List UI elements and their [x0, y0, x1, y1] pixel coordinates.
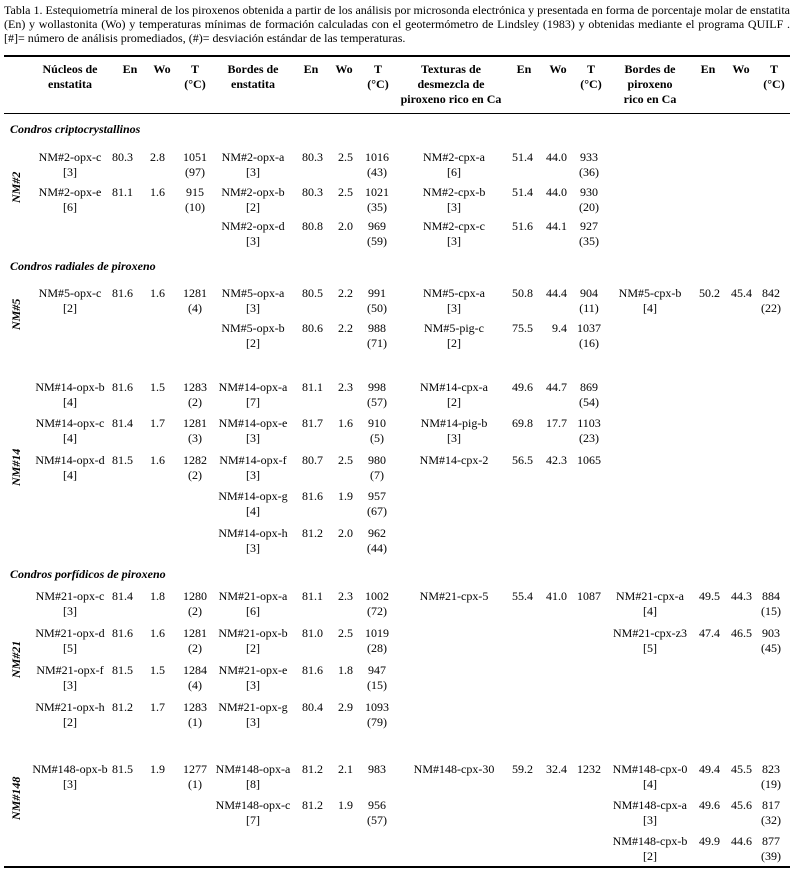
- wo-value: 2.9: [338, 700, 353, 714]
- analysis-count: [2]: [63, 301, 77, 315]
- chondrule-group-label: NM#148: [9, 776, 23, 820]
- wo-value: 1.7: [150, 416, 165, 430]
- sample-name: NM#21-opx-h: [35, 700, 105, 714]
- en-value: 81.5: [112, 663, 133, 677]
- analysis-count: [2]: [246, 200, 260, 214]
- en-value: 81.1: [302, 380, 323, 394]
- analysis-count: [7]: [246, 813, 260, 827]
- temperature-value: 956: [368, 798, 386, 812]
- temperature-sd: (23): [579, 431, 599, 445]
- header-t-2: T (°C): [367, 62, 389, 91]
- temperature-value: 1019: [365, 626, 389, 640]
- en-value: 81.4: [112, 589, 133, 603]
- temperature-value: 1021: [365, 185, 389, 199]
- bottom-rule: [4, 866, 790, 868]
- analysis-count: [4]: [63, 468, 77, 482]
- analysis-count: [4]: [63, 395, 77, 409]
- wo-value: 45.5: [731, 762, 752, 776]
- en-value: 80.6: [302, 321, 323, 335]
- temperature-sd: (4): [188, 301, 202, 315]
- temperature-value: 991: [368, 286, 386, 300]
- header-t-4: T (°C): [763, 62, 785, 91]
- analysis-count: [3]: [63, 604, 77, 618]
- analysis-count: [3]: [63, 678, 77, 692]
- wo-value: 1.6: [150, 453, 165, 467]
- en-value: 80.8: [302, 219, 323, 233]
- wo-value: 44.4: [546, 286, 567, 300]
- temperature-sd: (2): [188, 395, 202, 409]
- analysis-count: [3]: [246, 301, 260, 315]
- en-value: 51.4: [512, 185, 533, 199]
- temperature-sd: (5): [370, 431, 384, 445]
- header-t-3: T (°C): [580, 62, 602, 91]
- top-rule: [4, 55, 790, 57]
- analysis-count: [4]: [643, 777, 657, 791]
- sample-name: NM#148-opx-c: [215, 798, 291, 812]
- sample-name: NM#21-opx-e: [218, 663, 288, 677]
- wo-value: 45.6: [731, 798, 752, 812]
- en-value: 81.6: [112, 380, 133, 394]
- sample-name: NM#5-opx-b: [221, 321, 285, 335]
- en-value: 81.2: [302, 762, 323, 776]
- en-value: 55.4: [512, 589, 533, 603]
- analysis-count: [3]: [447, 200, 461, 214]
- wo-value: 44.6: [731, 834, 752, 848]
- analysis-count: [2]: [246, 641, 260, 655]
- sample-name: NM#21-cpx-z3: [613, 626, 687, 640]
- sample-name: NM#14-opx-g: [218, 489, 288, 503]
- analysis-count: [7]: [246, 395, 260, 409]
- wo-value: 2.5: [338, 626, 353, 640]
- en-value: 51.4: [512, 150, 533, 164]
- temperature-sd: (71): [367, 336, 387, 350]
- en-value: 49.6: [512, 380, 533, 394]
- analysis-count: [3]: [643, 813, 657, 827]
- sample-name: NM#2-cpx-c: [423, 219, 485, 233]
- en-value: 59.2: [512, 762, 533, 776]
- sample-name: NM#14-opx-c: [35, 416, 105, 430]
- wo-value: 1.6: [150, 286, 165, 300]
- wo-value: 46.5: [731, 626, 752, 640]
- temperature-value: 904: [580, 286, 598, 300]
- en-value: 50.8: [512, 286, 533, 300]
- header-texturas-desmezcla: Texturas de desmezcla de piroxeno rico en Ca: [400, 62, 502, 106]
- header-en-4: En: [700, 62, 716, 76]
- temperature-value: 1281: [183, 626, 207, 640]
- en-value: 81.6: [302, 489, 323, 503]
- sample-name: NM#21-opx-b: [218, 626, 288, 640]
- en-value: 81.4: [112, 416, 133, 430]
- analysis-count: [8]: [246, 777, 260, 791]
- sample-name: NM#14-pig-b: [420, 416, 488, 430]
- wo-value: 1.5: [150, 663, 165, 677]
- sample-name: NM#14-opx-d: [35, 453, 105, 467]
- en-value: 47.4: [699, 626, 720, 640]
- sample-name: NM#21-cpx-a: [616, 589, 684, 603]
- wo-value: 2.3: [338, 589, 353, 603]
- analysis-count: [5]: [643, 641, 657, 655]
- wo-value: 2.5: [338, 185, 353, 199]
- sample-name: NM#148-cpx-a: [613, 798, 687, 812]
- analysis-count: [3]: [447, 301, 461, 315]
- en-value: 81.0: [302, 626, 323, 640]
- temperature-sd: (22): [761, 301, 781, 315]
- temperature-value: 1284: [183, 663, 207, 677]
- wo-value: 44.3: [731, 589, 752, 603]
- temperature-sd: (35): [367, 200, 387, 214]
- wo-value: 9.4: [552, 321, 567, 335]
- temperature-value: 910: [368, 416, 386, 430]
- temperature-value: 1016: [365, 150, 389, 164]
- en-value: 75.5: [512, 321, 533, 335]
- chondrule-group-label: NM#21: [9, 640, 23, 678]
- temperature-value: 877: [762, 834, 780, 848]
- wo-value: 42.3: [546, 453, 567, 467]
- analysis-count: [6]: [447, 165, 461, 179]
- en-value: 80.7: [302, 453, 323, 467]
- temperature-sd: (97): [185, 165, 205, 179]
- temperature-sd: (19): [761, 777, 781, 791]
- analysis-count: [4]: [643, 301, 657, 315]
- temperature-value: 1002: [365, 589, 389, 603]
- temperature-sd: (54): [579, 395, 599, 409]
- wo-value: 44.0: [546, 185, 567, 199]
- temperature-sd: (2): [188, 641, 202, 655]
- sample-name: NM#21-opx-c: [35, 589, 105, 603]
- header-en-1: En: [122, 62, 138, 76]
- wo-value: 1.5: [150, 380, 165, 394]
- analysis-count: [4]: [643, 604, 657, 618]
- sample-name: NM#14-opx-h: [218, 526, 288, 540]
- header-wo-4: Wo: [732, 62, 750, 76]
- wo-value: 44.7: [546, 380, 567, 394]
- header-wo-1: Wo: [153, 62, 171, 76]
- wo-value: 1.8: [150, 589, 165, 603]
- wo-value: 2.2: [338, 286, 353, 300]
- temperature-value: 1087: [577, 589, 601, 603]
- temperature-value: 988: [368, 321, 386, 335]
- en-value: 81.6: [302, 663, 323, 677]
- analysis-count: [3]: [246, 715, 260, 729]
- en-value: 49.6: [699, 798, 720, 812]
- wo-value: 2.5: [338, 150, 353, 164]
- temperature-value: 962: [368, 526, 386, 540]
- temperature-sd: (15): [761, 604, 781, 618]
- temperature-value: 947: [368, 663, 386, 677]
- sample-name: NM#21-opx-g: [218, 700, 288, 714]
- chondrule-group-label: NM#5: [9, 298, 23, 330]
- temperature-value: 1037: [577, 321, 601, 335]
- sample-name: NM#14-opx-b: [35, 380, 105, 394]
- temperature-sd: (36): [579, 165, 599, 179]
- temperature-sd: (45): [761, 641, 781, 655]
- temperature-value: 823: [762, 762, 780, 776]
- temperature-value: 903: [762, 626, 780, 640]
- section-title: Condros criptocrystallinos: [10, 122, 141, 136]
- temperature-sd: (2): [188, 468, 202, 482]
- temperature-value: 1282: [183, 453, 207, 467]
- sample-name: NM#21-opx-a: [218, 589, 288, 603]
- temperature-sd: (20): [579, 200, 599, 214]
- temperature-value: 915: [186, 185, 204, 199]
- temperature-value: 1277: [183, 762, 207, 776]
- analysis-count: [4]: [246, 504, 260, 518]
- sample-name: NM#2-opx-a: [221, 150, 285, 164]
- wo-value: 2.3: [338, 380, 353, 394]
- wo-value: 1.6: [150, 185, 165, 199]
- en-value: 81.7: [302, 416, 323, 430]
- en-value: 81.1: [302, 589, 323, 603]
- wo-value: 2.5: [338, 453, 353, 467]
- sample-name: NM#148-cpx-30: [413, 762, 495, 776]
- temperature-value: 1280: [183, 589, 207, 603]
- en-value: 81.2: [302, 798, 323, 812]
- temperature-value: 817: [762, 798, 780, 812]
- sample-name: NM#14-opx-f: [219, 453, 287, 467]
- wo-value: 2.2: [338, 321, 353, 335]
- analysis-count: [6]: [246, 604, 260, 618]
- wo-value: 2.8: [150, 150, 165, 164]
- temperature-value: 998: [368, 380, 386, 394]
- temperature-value: 980: [368, 453, 386, 467]
- analysis-count: [3]: [246, 234, 260, 248]
- temperature-value: 930: [580, 185, 598, 199]
- header-en-3: En: [516, 62, 532, 76]
- analysis-count: [6]: [63, 200, 77, 214]
- analysis-count: [4]: [63, 431, 77, 445]
- wo-value: 1.9: [150, 762, 165, 776]
- temperature-sd: (2): [188, 604, 202, 618]
- analysis-count: [2]: [246, 336, 260, 350]
- en-value: 80.3: [302, 185, 323, 199]
- sample-name: NM#14-opx-e: [218, 416, 288, 430]
- analysis-count: [3]: [63, 165, 77, 179]
- wo-value: 2.0: [338, 219, 353, 233]
- header-bordes-enstatita: Bordes de enstatita: [227, 62, 279, 91]
- temperature-sd: (72): [367, 604, 387, 618]
- temperature-sd: (57): [367, 813, 387, 827]
- temperature-sd: (44): [367, 541, 387, 555]
- sample-name: NM#148-cpx-b: [612, 834, 688, 848]
- temperature-value: 969: [368, 219, 386, 233]
- temperature-value: 869: [580, 380, 598, 394]
- en-value: 81.2: [302, 526, 323, 540]
- en-value: 80.3: [112, 150, 133, 164]
- en-value: 80.5: [302, 286, 323, 300]
- temperature-sd: (10): [185, 200, 205, 214]
- temperature-value: 933: [580, 150, 598, 164]
- temperature-sd: (57): [367, 395, 387, 409]
- temperature-sd: (50): [367, 301, 387, 315]
- analysis-count: [3]: [246, 541, 260, 555]
- en-value: 81.6: [112, 626, 133, 640]
- temperature-value: 1093: [365, 700, 389, 714]
- wo-value: 45.4: [731, 286, 752, 300]
- analysis-count: [2]: [447, 395, 461, 409]
- wo-value: 1.9: [338, 489, 353, 503]
- en-value: 69.8: [512, 416, 533, 430]
- en-value: 80.4: [302, 700, 323, 714]
- header-wo-2: Wo: [335, 62, 353, 76]
- temperature-sd: (1): [188, 715, 202, 729]
- sample-name: NM#2-opx-e: [38, 185, 102, 199]
- wo-value: 2.0: [338, 526, 353, 540]
- sample-name: NM#5-opx-c: [38, 286, 102, 300]
- analysis-count: [3]: [63, 777, 77, 791]
- temperature-sd: (39): [761, 849, 781, 863]
- temperature-value: 1281: [183, 416, 207, 430]
- temperature-sd: (67): [367, 504, 387, 518]
- temperature-value: 842: [762, 286, 780, 300]
- sample-name: NM#5-cpx-a: [423, 286, 485, 300]
- analysis-count: [2]: [643, 849, 657, 863]
- temperature-value: 983: [368, 762, 386, 776]
- en-value: 81.1: [112, 185, 133, 199]
- temperature-sd: (11): [579, 301, 599, 315]
- wo-value: 44.1: [546, 219, 567, 233]
- en-value: 51.6: [512, 219, 533, 233]
- sample-name: NM#2-opx-c: [38, 150, 102, 164]
- sample-name: NM#21-opx-f: [36, 663, 104, 677]
- sample-name: NM#148-cpx-0: [612, 762, 688, 776]
- sample-name: NM#5-opx-a: [221, 286, 285, 300]
- sample-name: NM#148-opx-b: [32, 762, 108, 776]
- wo-value: 1.6: [150, 626, 165, 640]
- en-value: 50.2: [699, 286, 720, 300]
- sample-name: NM#5-cpx-b: [618, 286, 682, 300]
- wo-value: 44.0: [546, 150, 567, 164]
- temperature-sd: (3): [188, 431, 202, 445]
- wo-value: 32.4: [546, 762, 567, 776]
- temperature-value: 957: [368, 489, 386, 503]
- en-value: 49.5: [699, 589, 720, 603]
- analysis-count: [2]: [63, 715, 77, 729]
- temperature-sd: (15): [367, 678, 387, 692]
- temperature-value: 1103: [577, 416, 601, 430]
- temperature-sd: (59): [367, 234, 387, 248]
- header-wo-3: Wo: [549, 62, 567, 76]
- sample-name: NM#2-opx-d: [221, 219, 285, 233]
- sample-name: NM#2-cpx-a: [423, 150, 485, 164]
- analysis-count: [5]: [63, 641, 77, 655]
- wo-value: 1.7: [150, 700, 165, 714]
- wo-value: 1.8: [338, 663, 353, 677]
- sample-name: NM#2-cpx-b: [422, 185, 486, 199]
- analysis-count: [3]: [447, 234, 461, 248]
- temperature-sd: (35): [579, 234, 599, 248]
- analysis-count: [3]: [246, 431, 260, 445]
- temperature-value: 1283: [183, 380, 207, 394]
- en-value: 49.4: [699, 762, 720, 776]
- header-t-1: T (°C): [184, 62, 206, 91]
- chondrule-group-label: NM#14: [9, 448, 23, 486]
- temperature-value: 1281: [183, 286, 207, 300]
- en-value: 81.5: [112, 453, 133, 467]
- sample-name: NM#14-cpx-2: [419, 453, 489, 467]
- wo-value: 41.0: [546, 589, 567, 603]
- sample-name: NM#148-opx-a: [215, 762, 291, 776]
- temperature-value: 1232: [577, 762, 601, 776]
- temperature-sd: (43): [367, 165, 387, 179]
- temperature-value: 927: [580, 219, 598, 233]
- en-value: 80.3: [302, 150, 323, 164]
- sample-name: NM#5-pig-c: [424, 321, 484, 335]
- analysis-count: [3]: [447, 431, 461, 445]
- temperature-sd: (4): [188, 678, 202, 692]
- temperature-sd: (1): [188, 777, 202, 791]
- sample-name: NM#21-opx-d: [35, 626, 105, 640]
- temperature-value: 1051: [183, 150, 207, 164]
- en-value: 56.5: [512, 453, 533, 467]
- header-rule: [4, 113, 790, 114]
- header-en-2: En: [303, 62, 319, 76]
- sample-name: NM#14-cpx-a: [420, 380, 488, 394]
- wo-value: 17.7: [546, 416, 567, 430]
- en-value: 81.6: [112, 286, 133, 300]
- temperature-value: 884: [762, 589, 780, 603]
- analysis-count: [3]: [246, 678, 260, 692]
- temperature-sd: (32): [761, 813, 781, 827]
- temperature-sd: (79): [367, 715, 387, 729]
- en-value: 81.2: [112, 700, 133, 714]
- temperature-sd: (7): [370, 468, 384, 482]
- wo-value: 1.9: [338, 798, 353, 812]
- en-value: 49.9: [699, 834, 720, 848]
- header-bordes-piroxeno: Bordes de piroxeno rico en Ca: [623, 62, 677, 106]
- temperature-sd: (16): [579, 336, 599, 350]
- wo-value: 2.1: [338, 762, 353, 776]
- section-title: Condros porfídicos de piroxeno: [10, 567, 166, 581]
- sample-name: NM#14-opx-a: [218, 380, 288, 394]
- section-title: Condros radiales de piroxeno: [10, 259, 156, 273]
- sample-name: NM#2-opx-b: [221, 185, 285, 199]
- wo-value: 1.6: [338, 416, 353, 430]
- analysis-count: [2]: [447, 336, 461, 350]
- temperature-value: 1065: [577, 453, 601, 467]
- sample-name: NM#21-cpx-5: [419, 589, 489, 603]
- en-value: 81.5: [112, 762, 133, 776]
- table-caption: Tabla 1. Estequiometría mineral de los piroxenos obtenida a partir de los análisis por microsonda electrónica y presentada en forma de porcentaje molar de enstatita (En) y wollastonita (Wo) y temperaturas mínimas de formación calculadas con el geotermómetro de Lindsley (1983) y obtenidas mediante el programa QUILF . [#]= número de análisis promediados, (#)= desviación estándar de las temperaturas.: [4, 3, 790, 45]
- analysis-count: [3]: [246, 165, 260, 179]
- header-nucleos-enstatita: Núcleos de enstatita: [42, 62, 98, 91]
- chondrule-group-label: NM#2: [9, 171, 23, 203]
- temperature-sd: (28): [367, 641, 387, 655]
- analysis-count: [3]: [246, 468, 260, 482]
- temperature-value: 1283: [183, 700, 207, 714]
